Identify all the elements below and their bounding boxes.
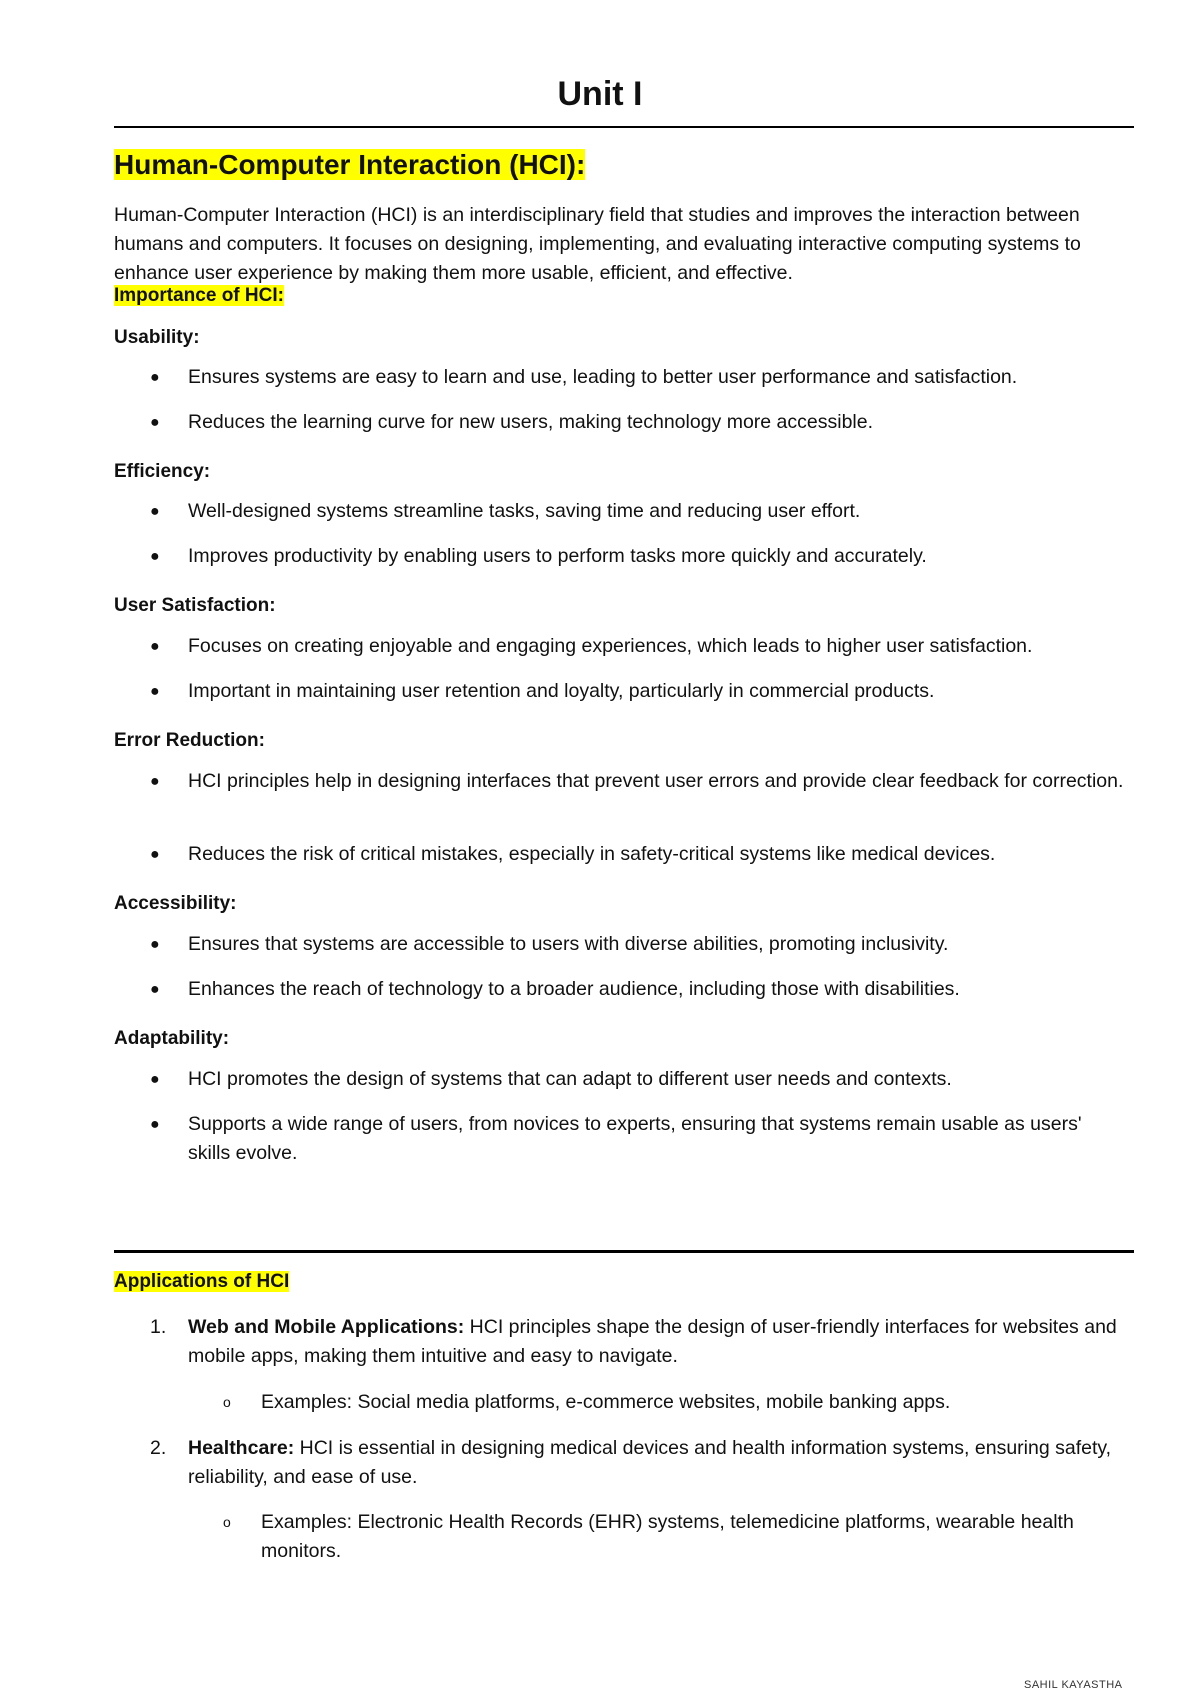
unit-title: Unit I [557,75,643,113]
intro-paragraph: Human-Computer Interaction (HCI) is an interdisciplinary field that studies and improves the interaction between humans and computers. It focuses on designing, implementing, and evaluating interactive computing systems to enhance user experience by making them more usable, efficient, and effective. [114,204,1081,284]
bullet-dot: ● [150,683,160,700]
category-adaptability: Adaptability: [114,1028,230,1049]
bullet-item [150,975,1125,1004]
bullet-item [150,542,1125,571]
bullet-text: Focuses on creating enjoyable and engaging experiences, which leads to higher user satisfaction. [188,635,1033,657]
application-item [150,1434,1125,1492]
main-heading-text: Human-Computer Interaction (HCI): [114,149,586,180]
importance-heading [114,284,284,308]
bullet-dot: ● [150,1116,160,1133]
bullet-dot: ● [150,1071,160,1088]
list-number: 1. [150,1316,167,1338]
bullet-text: Important in maintaining user retention and loyalty, particularly in commercial products. [188,680,935,702]
bullet-text: Ensures systems are easy to learn and use, leading to better user performance and satisfaction. [188,366,1018,388]
bullet-item [150,1110,1125,1168]
bullet-dot: ● [150,846,160,863]
category-error-reduction: Error Reduction: [114,730,265,751]
applications-heading-text: Applications of HCI [114,1271,290,1292]
title-divider [114,126,1134,128]
bullet-text: Reduces the risk of critical mistakes, especially in safety-critical systems like medical devices. [188,843,996,865]
category-usability: Usability: [114,327,200,348]
footer-author: SAHIL KAYASTHA [1024,1679,1123,1691]
bullet-dot: ● [150,638,160,655]
sub-bullet-o: o [223,1514,231,1530]
bullet-item [150,1065,1125,1094]
bullet-item [150,677,1125,706]
application-text [188,1313,1125,1371]
bullet-item [150,840,1125,869]
bullet-item [150,767,1125,796]
application-title: Web and Mobile Applications: [188,1316,465,1338]
bullet-text: Ensures that systems are accessible to users with diverse abilities, promoting inclusivity. [188,933,949,955]
bullet-item [150,632,1125,661]
bullet-text: Supports a wide range of users, from novices to experts, ensuring that systems remain usable as users' skills evolve. [188,1113,1082,1164]
bullet-item [150,363,1125,392]
section-divider [114,1250,1134,1253]
bullet-text: Enhances the reach of technology to a broader audience, including those with disabilities. [188,978,960,1000]
bullet-dot: ● [150,503,160,520]
bullet-dot: ● [150,981,160,998]
bullet-item [150,497,1125,526]
bullet-item [150,408,1125,437]
importance-heading-text: Importance of HCI: [114,285,284,306]
example-text: Examples: Social media platforms, e-commerce websites, mobile banking apps. [261,1391,951,1413]
bullet-text: HCI principles help in designing interfaces that prevent user errors and provide clear feedback for correction. [188,770,1124,792]
category-efficiency: Efficiency: [114,461,211,482]
bullet-dot: ● [150,548,160,565]
category-user-satisfaction: User Satisfaction: [114,595,276,616]
category-accessibility: Accessibility: [114,893,237,914]
bullet-text: Reduces the learning curve for new users, making technology more accessible. [188,411,874,433]
bullet-dot: ● [150,936,160,953]
application-title: Healthcare: [188,1437,295,1459]
bullet-text: Well-designed systems streamline tasks, saving time and reducing user effort. [188,500,861,522]
bullet-dot: ● [150,414,160,431]
example-text: Examples: Electronic Health Records (EHR) systems, telemedicine platforms, wearable health monitors. [261,1511,1074,1562]
application-example [223,1508,1113,1566]
main-heading [114,148,585,182]
application-example [223,1388,1113,1417]
bullet-text: HCI promotes the design of systems that can adapt to different user needs and contexts. [188,1068,952,1090]
application-item [150,1313,1125,1371]
application-description: HCI principles shape the design of user-friendly interfaces for websites and mobile apps, making them intuitive and easy to navigate. [188,1316,1117,1367]
bullet-text: Improves productivity by enabling users to perform tasks more quickly and accurately. [188,545,927,567]
application-description: HCI is essential in designing medical devices and health information systems, ensuring safety, reliability, and ease of use. [188,1437,1112,1488]
bullet-dot: ● [150,369,160,386]
application-text [188,1434,1125,1492]
list-number: 2. [150,1437,167,1459]
bullet-dot: ● [150,773,160,790]
applications-heading [114,1270,289,1294]
sub-bullet-o: o [223,1394,231,1410]
bullet-item [150,930,1125,959]
